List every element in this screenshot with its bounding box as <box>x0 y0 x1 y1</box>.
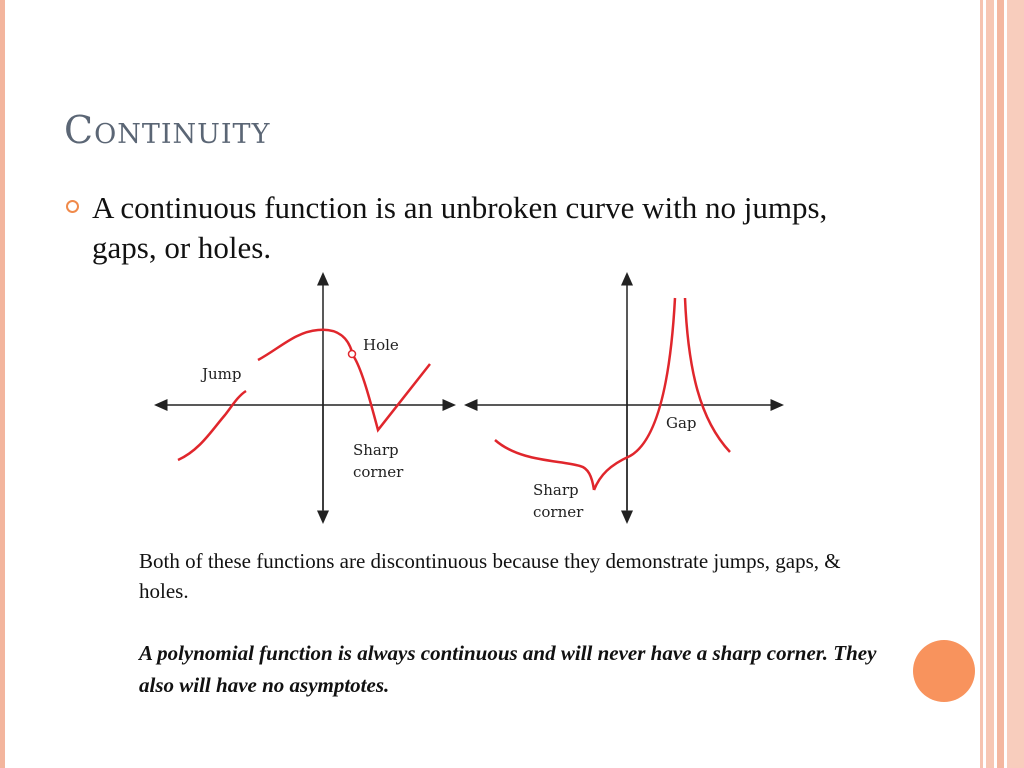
left-border-stripe <box>0 0 5 768</box>
right-curve-middle-branch <box>594 298 675 490</box>
label-sharp-corner: corner <box>533 503 584 521</box>
left-curve-lower <box>178 391 246 460</box>
emphasis-text: A polynomial function is always continuous and will never have a sharp corner. They also will have no asymptotes. <box>139 641 877 697</box>
label-sharp-corner: Sharp <box>353 441 399 459</box>
note-text: Both of these functions are discontinuous because they demonstrate jumps, gaps, & holes. <box>139 549 841 603</box>
decorative-circle <box>913 640 975 702</box>
left-curve-upper <box>258 330 352 360</box>
label-hole: Hole <box>363 336 399 354</box>
label-sharp-corner: Sharp <box>533 481 579 499</box>
label-gap: Gap <box>666 414 697 432</box>
right-border-stripe <box>1007 0 1024 768</box>
hole-marker <box>349 351 356 358</box>
label-jump: Jump <box>202 365 242 383</box>
continuity-diagram <box>140 270 800 530</box>
label-sharp-corner: corner <box>353 463 404 481</box>
left-graph <box>160 278 450 518</box>
bullet-icon <box>66 200 79 213</box>
left-curve-corner <box>354 357 430 430</box>
right-border-stripe <box>997 0 1004 768</box>
slide-title: Continuity <box>64 108 271 152</box>
bullet-text: A continuous function is an unbroken curve with no jumps, gaps, or holes. <box>92 190 828 265</box>
right-border-stripe <box>980 0 983 768</box>
right-graph <box>470 278 778 521</box>
right-border-stripe <box>986 0 994 768</box>
